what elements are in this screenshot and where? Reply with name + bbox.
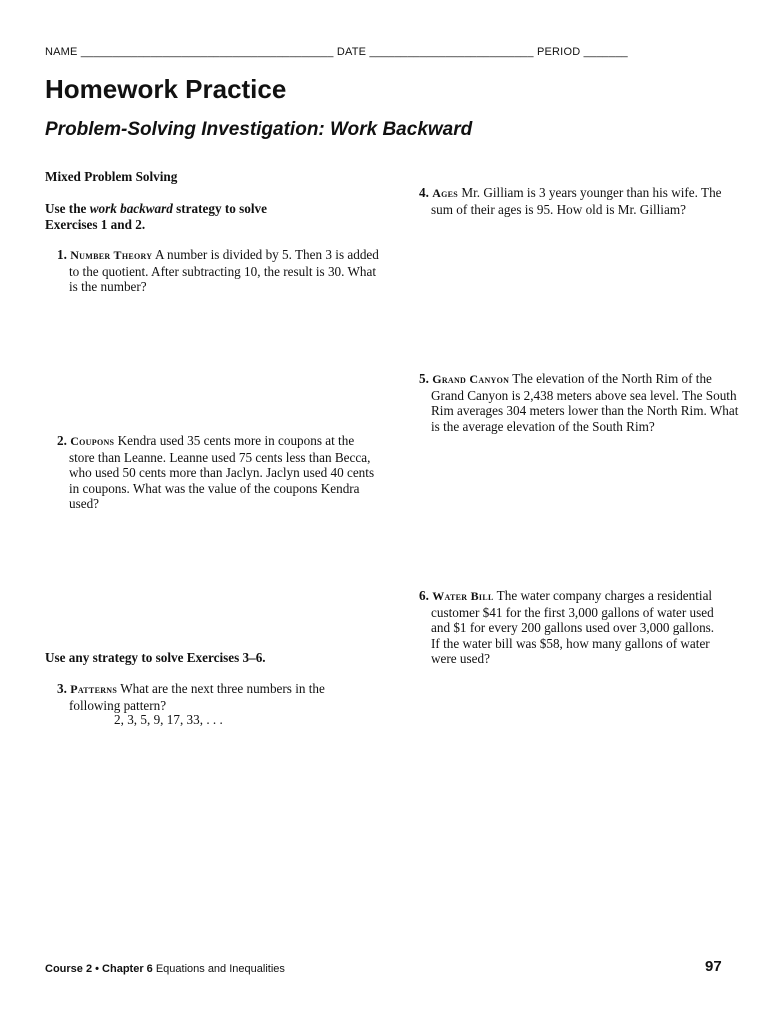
problem-topic: Water Bill <box>432 589 494 603</box>
problem-text: A number is divided by 5. Then 3 is added to the quotient. After subtracting 10, the result is 30. What is the number? <box>69 247 379 295</box>
footer-course: Course 2 • Chapter 6 <box>45 963 153 975</box>
name-blank: ________________________________________ <box>80 46 334 58</box>
date-blank: __________________________ <box>369 46 534 58</box>
problem-2 <box>57 433 379 512</box>
page-title: Homework Practice <box>45 74 287 104</box>
problem-6 <box>419 588 726 667</box>
problem-3-pattern: 2, 3, 5, 9, 17, 33, . . . <box>114 712 223 727</box>
problem-topic: Number Theory <box>70 248 153 262</box>
instructions-pre: Use the <box>45 201 90 216</box>
problem-topic: Patterns <box>70 682 118 696</box>
problem-topic: Coupons <box>70 434 115 448</box>
instructions-work-backward <box>45 201 345 232</box>
problem-number: 3. <box>57 681 67 696</box>
period-label: PERIOD <box>536 46 581 58</box>
name-label: NAME <box>45 46 78 58</box>
problem-number: 4. <box>419 185 429 200</box>
problem-number: 2. <box>57 433 67 448</box>
page-number: 97 <box>705 958 722 975</box>
instructions-line2: Exercises 1 and 2. <box>45 216 146 232</box>
instructions-post: strategy to solve <box>172 201 267 216</box>
problem-topic: Ages <box>432 186 459 200</box>
footer-course-chapter <box>45 963 285 975</box>
problem-text: Mr. Gilliam is 3 years younger than his wife. The sum of their ages is 95. How old is Mr. Gilliam? <box>431 185 722 217</box>
problem-topic: Grand Canyon <box>432 372 510 386</box>
footer-chapter-title: Equations and Inequalities <box>152 963 285 975</box>
problem-4 <box>419 185 741 217</box>
problem-text: Kendra used 35 cents more in coupons at the store than Leanne. Leanne used 75 cents less than Becca, who used 50 cents more than Jaclyn. Jaclyn used 40 cents in coupons. What was the value of the coupons Kendra used? <box>69 433 375 512</box>
problem-text: The elevation of the North Rim of the Grand Canyon is 2,438 meters above sea level. The South Rim averages 304 meters lower than the North Rim. What is the average elevation of the South Rim? <box>431 371 739 434</box>
page-subtitle: Problem-Solving Investigation: Work Backward <box>45 119 473 140</box>
problem-number: 5. <box>419 371 429 386</box>
problem-1 <box>57 247 379 295</box>
problem-text: What are the next three numbers in the following pattern? <box>69 681 325 713</box>
problem-number: 1. <box>57 247 67 262</box>
problem-number: 6. <box>419 588 429 603</box>
student-info-line <box>45 46 628 58</box>
problem-5 <box>419 371 741 434</box>
any-strategy-instructions: Use any strategy to solve Exercises 3–6. <box>45 650 266 665</box>
period-blank: _______ <box>583 46 628 58</box>
instructions-em: work backward <box>89 201 173 216</box>
problem-3 <box>57 681 379 713</box>
problem-text: The water company charges a residential customer $41 for the first 3,000 gallons of water used and $1 for every 200 gallons used over 3,000 gallons. If the water bill was $58, how many gallons of water were used? <box>431 588 715 667</box>
date-label: DATE <box>336 46 367 58</box>
section-heading: Mixed Problem Solving <box>45 169 178 184</box>
